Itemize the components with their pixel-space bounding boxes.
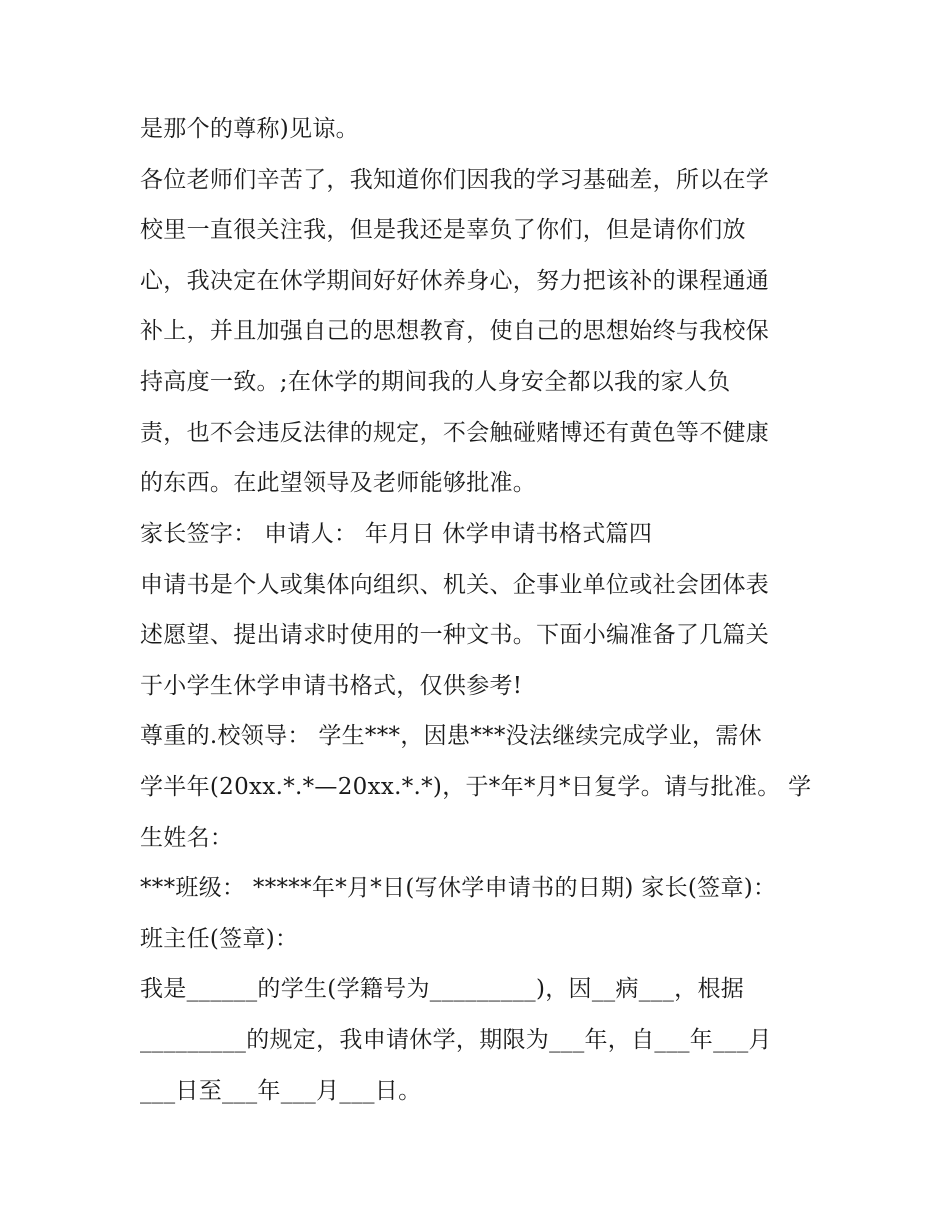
- text-line: 的东西。在此望领导及老师能够批准。: [140, 470, 537, 496]
- text-line: 校里一直很关注我，但是我还是辜负了你们，但是请你们放: [140, 217, 746, 243]
- text-line: 学半年(20xx.*.*—20xx.*.*)，于*年*月*日复学。请与批准。 学: [140, 774, 812, 800]
- text-line: _________的规定，我申请休学，期限为___年，自___年___月: [140, 1027, 772, 1053]
- text-line: ***班级： *****年*月*日(写休学申请书的日期) 家长(签章)：: [140, 875, 777, 901]
- text-line: 尊重的.校领导： 学生***，因患***没法继续完成学业，需休: [140, 723, 762, 749]
- text-line: 持高度一致。;在休学的期间我的人身安全都以我的家人负: [140, 369, 731, 395]
- text-line: 述愿望、提出请求时使用的一种文书。下面小编准备了几篇关: [140, 622, 770, 648]
- text-line: 是那个的尊称)见谅。: [140, 116, 359, 142]
- text-line: 申请书是个人或集体向组织、机关、企事业单位或社会团体表: [140, 572, 770, 598]
- text-line: 各位老师们辛苦了，我知道你们因我的学习基础差，所以在学: [140, 167, 770, 193]
- text-line: 我是______的学生(学籍号为_________)，因__病___，根据: [140, 976, 745, 1002]
- text-line: 心，我决定在休学期间好好休养身心，努力把该补的课程通通: [140, 268, 770, 294]
- text-line: 补上，并且加强自己的思想教育，使自己的思想始终与我校保: [140, 318, 770, 344]
- text-line: ___日至___年___月___日。: [140, 1078, 422, 1104]
- text-line: 于小学生休学申请书格式，仅供参考!: [140, 673, 523, 699]
- text-line: 责，也不会违反法律的规定，不会触碰赌博还有黄色等不健康: [140, 420, 770, 446]
- text-line: 班主任(签章)：: [140, 926, 299, 952]
- text-line: 家长签字： 申请人： 年月日 休学申请书格式篇四: [140, 521, 653, 547]
- text-line: 生姓名：: [140, 825, 234, 851]
